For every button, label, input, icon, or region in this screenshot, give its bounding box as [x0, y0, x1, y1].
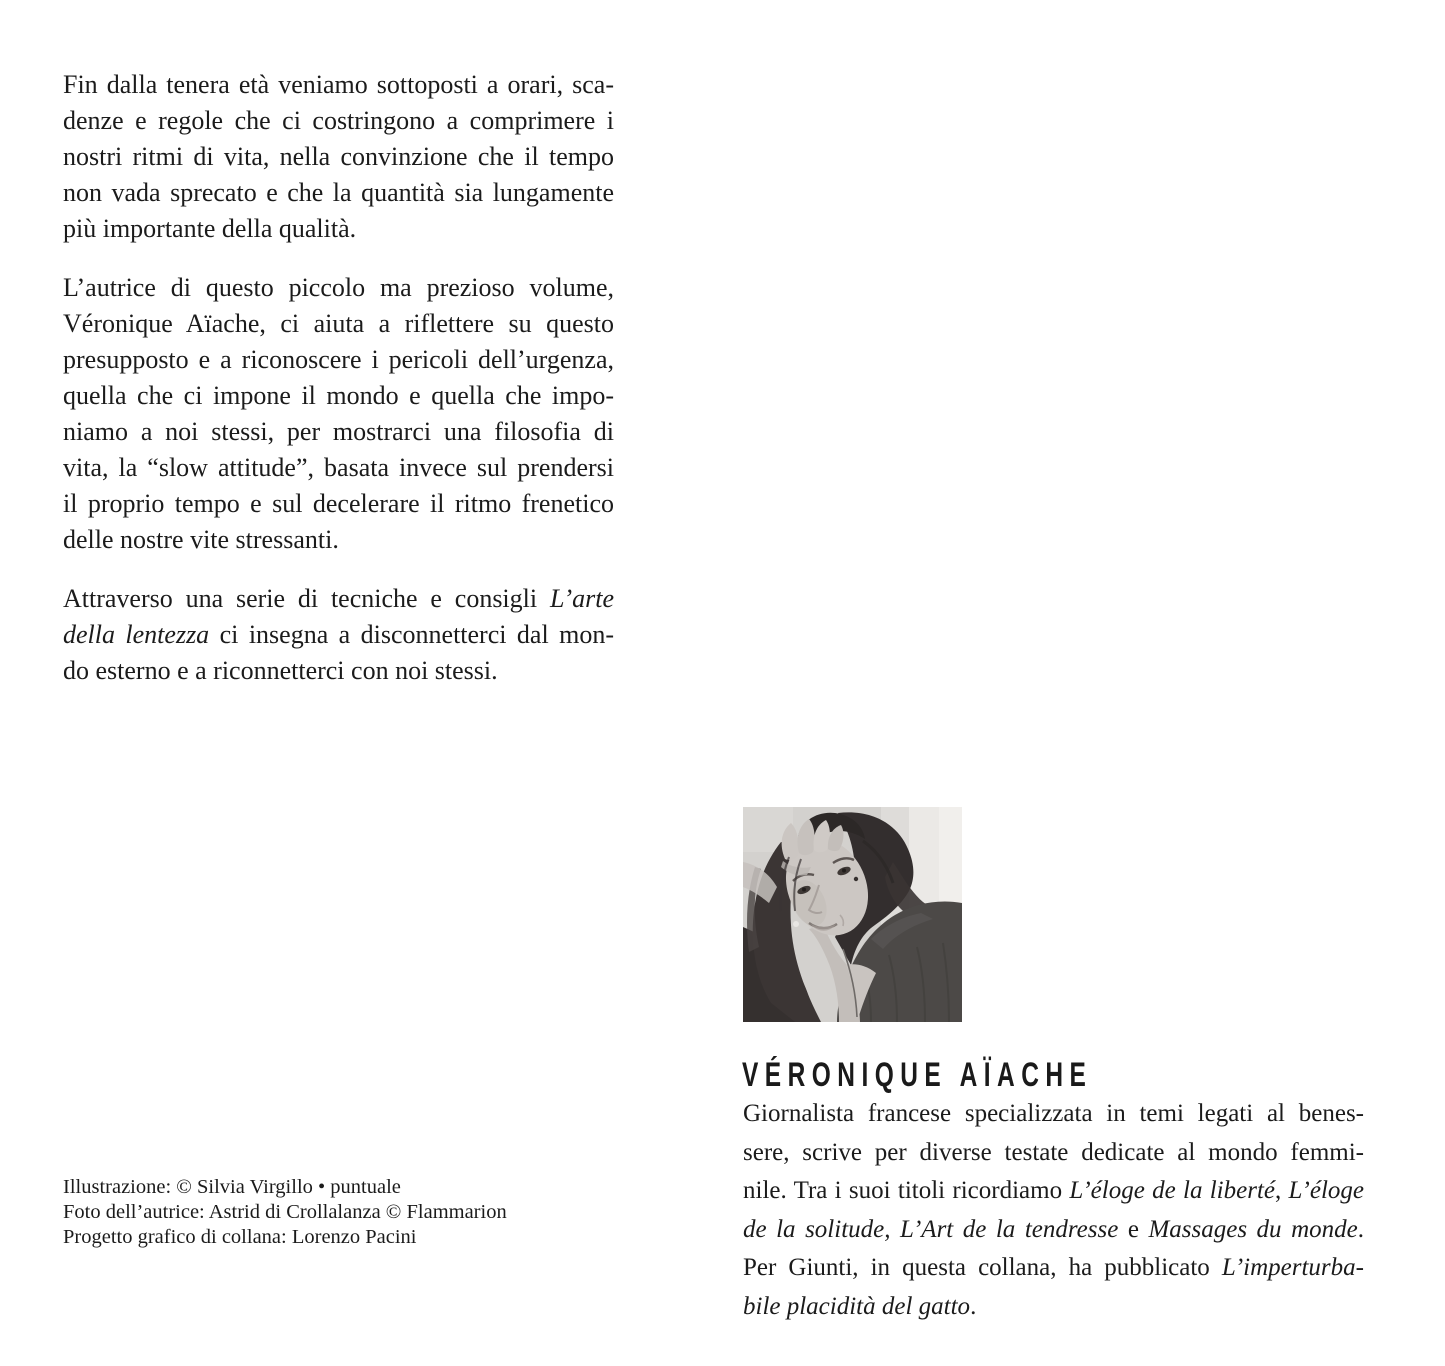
text-line: bile placidità del gatto. [743, 1292, 977, 1320]
book-description [63, 67, 614, 712]
credits-block [63, 1175, 507, 1250]
text-line: do esterno e a riconnetterci con noi stessi. [63, 656, 498, 685]
credit-illustration: Illustrazione: © Silvia Virgillo • puntuale [63, 1176, 401, 1198]
paragraph-book-promise [63, 581, 614, 689]
text-line: Fin dalla tenera età veniamo sottoposti a orari, sca- [63, 70, 614, 99]
credit-series-design: Progetto grafico di collana: Lorenzo Pacini [63, 1226, 417, 1248]
author-bio [743, 1095, 1364, 1326]
text-line: nostri ritmi di vita, nella convinzione che il tempo [63, 142, 614, 171]
text-line: non vada sprecato e che la quantità sia lungamente [63, 178, 614, 207]
text-line: più importante della qualità. [63, 214, 357, 243]
text-line: denze e regole che ci costringono a comprimere i [63, 106, 614, 135]
text-line: Per Giunti, in questa collana, ha pubblicato L’imperturba- [743, 1254, 1364, 1281]
text-line: il proprio tempo e sul decelerare il ritmo frenetico [63, 489, 614, 518]
author-photo [743, 807, 962, 1022]
credit-author-photo: Foto dell’autrice: Astrid di Crollalanza © Flammarion [63, 1201, 507, 1223]
paragraph-author-summary [63, 270, 614, 558]
text-line: Giornalista francese specializzata in temi legati al benes- [743, 1100, 1364, 1127]
text-line: delle nostre vite stressanti. [63, 525, 339, 554]
text-line: L’autrice di questo piccolo ma prezioso volume, [63, 273, 614, 302]
text-line: presupposto e a riconoscere i pericoli dell’urgenza, [63, 345, 614, 374]
text-line: vita, la “slow attitude”, basata invece sul prendersi [63, 453, 614, 482]
text-line: Véronique Aïache, ci aiuta a riflettere su questo [63, 309, 614, 338]
text-line: quella che ci impone il mondo e quella che impo- [63, 381, 614, 410]
text-line: Attraverso una serie di tecniche e consigli L’arte [63, 584, 614, 613]
text-line: sere, scrive per diverse testate dedicate al mondo femmi- [743, 1138, 1364, 1166]
paragraph-intro [63, 67, 614, 247]
text-line: niamo a noi stessi, per mostrarci una filosofia di [63, 417, 614, 446]
author-name-heading: VÉRONIQUE AÏACHE [742, 1056, 1093, 1094]
text-line: della lentezza ci insegna a disconnetterci dal mon- [63, 620, 614, 649]
text-line: de la solitude, L’Art de la tendresse e Massages du monde. [743, 1215, 1364, 1243]
text-line: nile. Tra i suoi titoli ricordiamo L’éloge de la liberté, L’éloge [743, 1177, 1364, 1204]
